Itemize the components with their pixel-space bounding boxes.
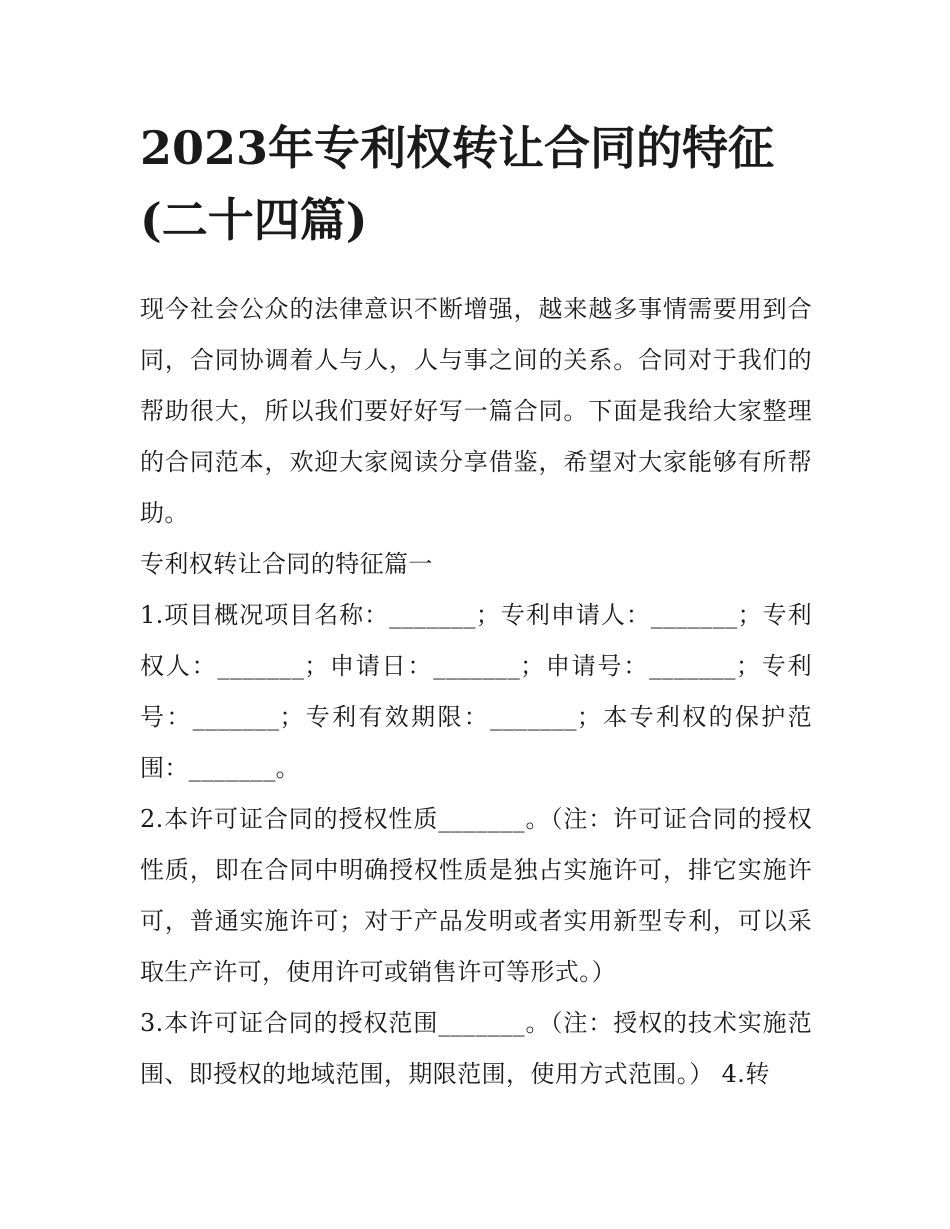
document-body (140, 284, 812, 1100)
clause-3: 3.本许可证合同的授权范围_______。（注：授权的技术实施范围、即授权的地域范围，期限范围，使用方式范围。） 4.转 (140, 1009, 812, 1088)
section-heading: 专利权转让合同的特征篇一 (140, 550, 433, 578)
intro-paragraph: 现今社会公众的法律意识不断增强，越来越多事情需要用到合同，合同协调着人与人，人与事之间的关系。合同对于我们的帮助很大，所以我们要好好写一篇合同。下面是我给大家整理的合同范本，欢迎大家阅读分享借鉴，希望对大家能够有所帮助。 (140, 295, 812, 527)
clause-1: 1.项目概况项目名称：_______；专利申请人：_______；专利权人：_______；申请日：_______；申请号：_______；专利号：_______；专利有效期限：_______；本专利权的保护范围：_______。 (140, 601, 812, 782)
document-page (140, 112, 812, 1100)
clause-2: 2.本许可证合同的授权性质_______。（注：许可证合同的授权性质，即在合同中明确授权性质是独占实施许可，排它实施许可，普通实施许可；对于产品发明或者实用新型专利，可以采取生产许可，使用许可或销售许可等形式。） (140, 805, 812, 986)
document-title: 2023年专利权转让合同的特征(二十四篇) (140, 121, 775, 247)
